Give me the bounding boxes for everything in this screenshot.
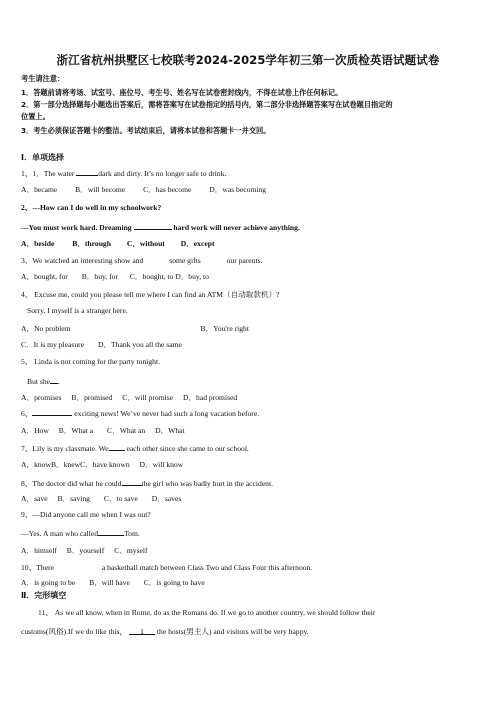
question-5-line2-start: But she — [27, 377, 50, 386]
answer-blank — [76, 168, 98, 176]
question-3-stem-mid: some gifts — [169, 256, 201, 265]
option-c: C．myself — [114, 546, 148, 555]
option-b: B．yourself — [66, 546, 105, 555]
option-d: D．except — [180, 239, 215, 248]
question-4-options-row2 — [21, 340, 182, 350]
option-d: D．was becoming — [209, 185, 266, 194]
answer-blank-1: 1 — [129, 627, 155, 635]
question-1-stem: 1、1．The water — [21, 169, 75, 178]
option-d: D．buy, to — [175, 272, 209, 281]
option-a: A．beside — [21, 239, 55, 248]
question-5-options — [21, 393, 237, 403]
page-title: 浙江省杭州拱墅区七校联考2024-2025学年初三第一次质检英语试题试卷 — [56, 53, 440, 67]
notes-heading: 考生请注意： — [21, 74, 65, 83]
option-b: B．saving — [57, 494, 90, 503]
question-10-stem-cont: a basketball match between Class Two and Class Four this afternoon. — [101, 563, 313, 572]
option-c: C．have known — [80, 460, 130, 469]
option-d: D．had promised — [182, 393, 238, 402]
option-a: A．No problem — [21, 324, 71, 333]
question-9-stem: 9、—Did anyone call me when I was out? — [21, 510, 151, 519]
option-b: B．What a — [58, 426, 94, 435]
answer-blank — [109, 443, 125, 451]
question-2-line2-start: ---You must work hard. Dreaming — [21, 223, 132, 232]
question-7-stem-cont: each other since she came to our school. — [126, 444, 249, 453]
option-b: B．promised — [71, 393, 113, 402]
question-8-stem-cont: the girl who was badly hurt in the accident. — [141, 479, 273, 488]
note-3: 3．考生必须保证答题卡的整洁。考试结束后，请将本试卷和答题卡一并交回。 — [21, 126, 271, 135]
question-3 — [21, 256, 262, 266]
question-7 — [21, 443, 249, 454]
option-d: D．What — [155, 426, 185, 435]
option-b: B．knew — [50, 460, 81, 469]
option-c: C．to save — [103, 494, 138, 503]
section-heading-1: Ⅰ．单项选择 — [21, 153, 64, 162]
question-11-line2 — [21, 627, 309, 637]
question-11-line1: 11、 As we all know, when in Rome, do as the Romans do. If we go to another country, we should follow their — [38, 608, 376, 617]
option-a: A．himself — [21, 546, 57, 555]
option-d: D．Thank you all the same — [97, 340, 182, 349]
option-a: A．became — [21, 185, 58, 194]
question-8 — [21, 478, 273, 489]
question-1 — [21, 168, 226, 179]
option-a: A．promises — [21, 393, 62, 402]
option-b: B．will become — [75, 185, 126, 194]
option-b: B．buy, for — [81, 272, 118, 281]
question-4-options-row1 — [21, 324, 249, 334]
question-5-line2-end: . — [58, 377, 60, 386]
option-a: A．save — [21, 494, 48, 503]
option-a: A．know — [21, 460, 51, 469]
question-5-stem: 5、 Linda is not coming for the party tonight. — [21, 357, 160, 366]
option-b: B．through — [72, 239, 111, 248]
note-2: 2．第一部分选择题每小题选出答案后，需将答案写在试卷指定的括号内，第二部分非选择题答案写在试卷题目指定的 — [21, 100, 393, 109]
question-3-stem-end: our parents. — [226, 256, 263, 265]
question-10-options — [21, 578, 205, 588]
question-4-stem: 4、 Excuse me, could you please tell me where I can find an ATM（自动取款机）? — [21, 290, 280, 299]
question-7-stem: 7、Lily is my classmate. We — [21, 444, 109, 453]
question-10 — [21, 563, 312, 573]
question-6 — [21, 408, 259, 419]
option-c: C．bought, to — [129, 272, 174, 281]
question-9-line2-end: Tom. — [124, 529, 140, 538]
question-3-options — [21, 272, 209, 282]
question-6-options — [21, 426, 185, 436]
option-b: B．You're right — [200, 324, 249, 333]
option-d: D．saves — [151, 494, 182, 503]
option-b: B．will have — [89, 578, 130, 587]
question-1-stem-cont: dark and dirty. It’s no longer safe to drink. — [98, 169, 227, 178]
note-2-cont: 位置上。 — [21, 112, 50, 121]
option-c: C．without — [126, 239, 165, 248]
answer-blank — [50, 376, 58, 384]
question-11-line2-end: the hosts(男主人) and visitors will be very happy. — [156, 627, 309, 636]
question-2-options — [21, 239, 214, 249]
question-2-line2 — [21, 222, 300, 233]
question-8-stem: 8、The doctor did what he could — [21, 479, 122, 488]
option-c: C．will promise — [122, 393, 174, 402]
option-a: A．is going to be — [21, 578, 76, 587]
question-5-line2 — [27, 376, 60, 387]
option-c: C．It is my pleasure — [21, 340, 85, 349]
question-2-line2-end: hard work will never achieve anything. — [173, 223, 300, 232]
section-heading-2: Ⅱ．完形填空 — [21, 591, 67, 600]
option-a: A．bought, for — [21, 272, 68, 281]
question-2-stem: 2、---How can I do well in my schoolwork? — [21, 203, 162, 212]
option-a: A．How — [21, 426, 49, 435]
answer-blank — [98, 528, 124, 536]
question-3-stem: 3、We watched an interesting show and — [21, 256, 144, 265]
answer-blank — [32, 408, 72, 416]
note-1: 1．答题前请将考场、试室号、座位号、考生号、姓名写在试卷密封线内，不得在试卷上作任何标记。 — [21, 88, 343, 97]
question-4-line2: Sorry, I myself is a stranger here. — [27, 306, 128, 315]
question-11-line2-start: customs(风俗).If we do like this， — [21, 627, 128, 636]
option-c: C．What an — [107, 426, 146, 435]
question-10-stem: 10、There — [21, 563, 54, 572]
question-9-line2 — [21, 528, 140, 539]
question-9-options — [21, 546, 148, 556]
answer-blank — [122, 478, 142, 486]
question-6-number: 6、 — [21, 409, 33, 418]
option-d: D．will know — [139, 460, 184, 469]
question-7-options — [21, 460, 183, 470]
answer-blank — [134, 222, 172, 230]
question-6-stem: exciting news! We’ve never had such a long vacation before. — [74, 409, 260, 418]
option-c: C．is going to have — [143, 578, 205, 587]
question-9-line2-start: —Yes. A man who called — [21, 529, 99, 538]
question-8-options — [21, 494, 181, 504]
question-1-options — [21, 185, 266, 195]
option-c: C．has become — [143, 185, 192, 194]
